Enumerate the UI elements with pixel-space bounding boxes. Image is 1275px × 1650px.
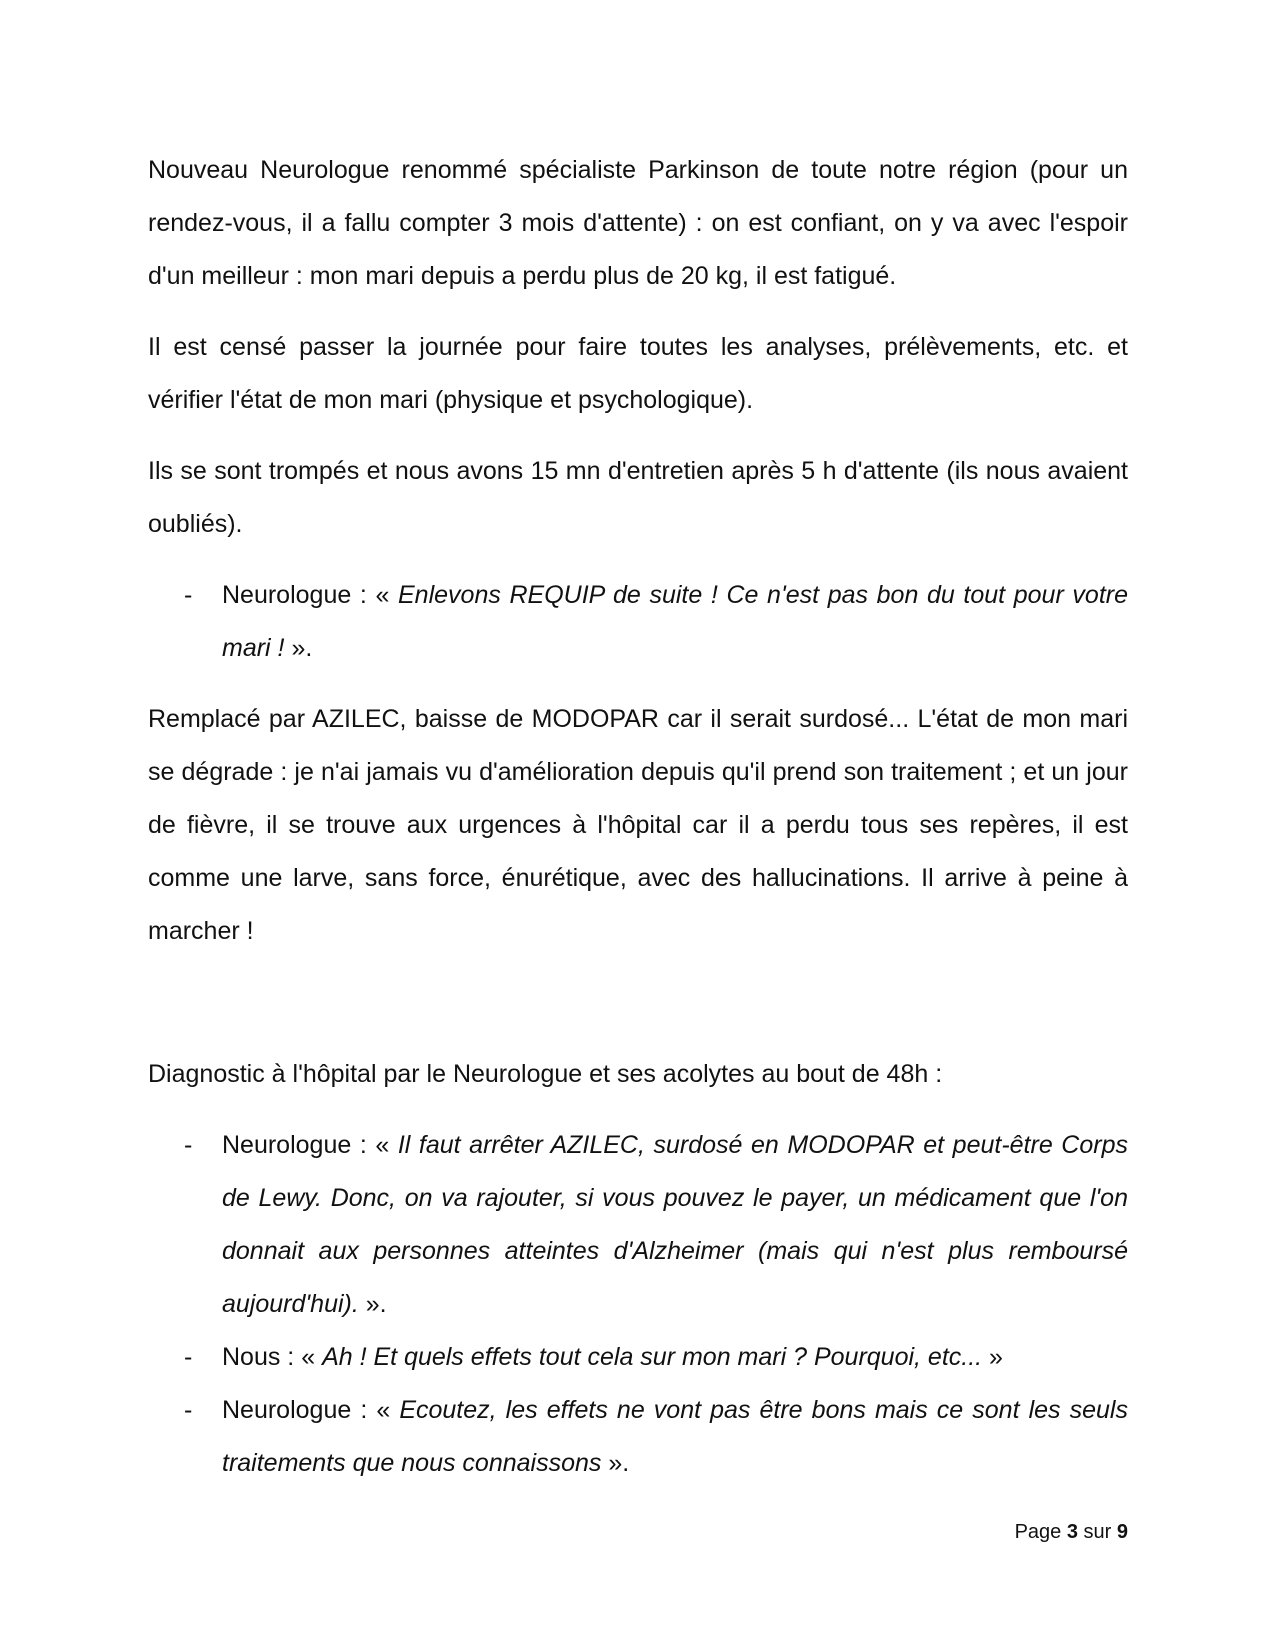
dialogue-item [148, 1331, 1128, 1384]
dash-bullet: - [184, 1343, 193, 1371]
dash-bullet: - [184, 1396, 193, 1424]
sur-label: sur [1077, 1521, 1117, 1543]
paragraph-hospital-diagnosis: Diagnostic à l'hôpital par le Neurologue et ses acolytes au bout de 48h : [148, 1060, 943, 1088]
dialogue-list-first [148, 569, 1128, 675]
dialogue-quote-end: ». [601, 1449, 630, 1477]
total-pages-number: 9 [1116, 1521, 1128, 1543]
dialogue-quote-end: ». [284, 634, 313, 662]
dialogue-quote: Ecoutez, les effets ne vont pas être bons mais ce sont les seuls traitements que nous connaissons [222, 1396, 1128, 1477]
paragraph-condition-degrades: Remplacé par AZILEC, baisse de MODOPAR car il serait surdosé... L'état de mon mari se dégrade : je n'ai jamais vu d'amélioration depuis qu'il prend son traitement ; et un jour de fièvre, il se trouve aux urgences à l'hôpital car il a perdu tous ses repères, il est comme une larve, sans force, énurétique, avec des hallucinations. Il arrive à peine à marcher ! [148, 705, 1128, 945]
page-label: Page [1014, 1521, 1067, 1543]
paragraph-new-neurologist: Nouveau Neurologue renommé spécialiste Parkinson de toute notre région (pour un rendez-vous, il a fallu compter 3 mois d'attente) : on est confiant, on y va avec l'espoir d'un meilleur : mon mari depuis a perdu plus de 20 kg, il est fatigué. [148, 156, 1128, 290]
dialogue-speaker: Neurologue : « [222, 581, 398, 609]
dash-bullet: - [184, 1131, 193, 1159]
page-footer [1015, 1518, 1128, 1546]
dialogue-quote-end: » [982, 1343, 1003, 1371]
dialogue-speaker: Neurologue : « [222, 1131, 398, 1159]
paragraph-waiting-time: Ils se sont trompés et nous avons 15 mn d'entretien après 5 h d'attente (ils nous avaient oubliés). [148, 457, 1128, 538]
page-content [148, 144, 1128, 1508]
current-page-number: 3 [1066, 1521, 1078, 1543]
paragraph-day-of-tests: Il est censé passer la journée pour faire toutes les analyses, prélèvements, etc. et vérifier l'état de mon mari (physique et psychologique). [148, 333, 1128, 414]
dialogue-quote: Il faut arrêter AZILEC, surdosé en MODOPAR et peut-être Corps de Lewy. Donc, on va rajouter, si vous pouvez le payer, un médicament que l'on donnait aux personnes atteintes d'Alzheimer (mais qui n'est plus remboursé aujourd'hui). [222, 1131, 1128, 1318]
dialogue-speaker: Nous : « [222, 1343, 323, 1371]
dialogue-speaker: Neurologue : « [222, 1396, 400, 1424]
dialogue-quote: Enlevons REQUIP de suite ! Ce n'est pas bon du tout pour votre mari ! [222, 581, 1128, 662]
dash-bullet: - [184, 581, 193, 609]
dialogue-item [148, 569, 1128, 675]
dialogue-quote: Ah ! Et quels effets tout cela sur mon mari ? Pourquoi, etc... [322, 1343, 983, 1371]
dialogue-list-second [148, 1119, 1128, 1490]
dialogue-item [148, 1384, 1128, 1490]
dialogue-quote-end: ». [358, 1290, 387, 1318]
dialogue-item [148, 1119, 1128, 1331]
